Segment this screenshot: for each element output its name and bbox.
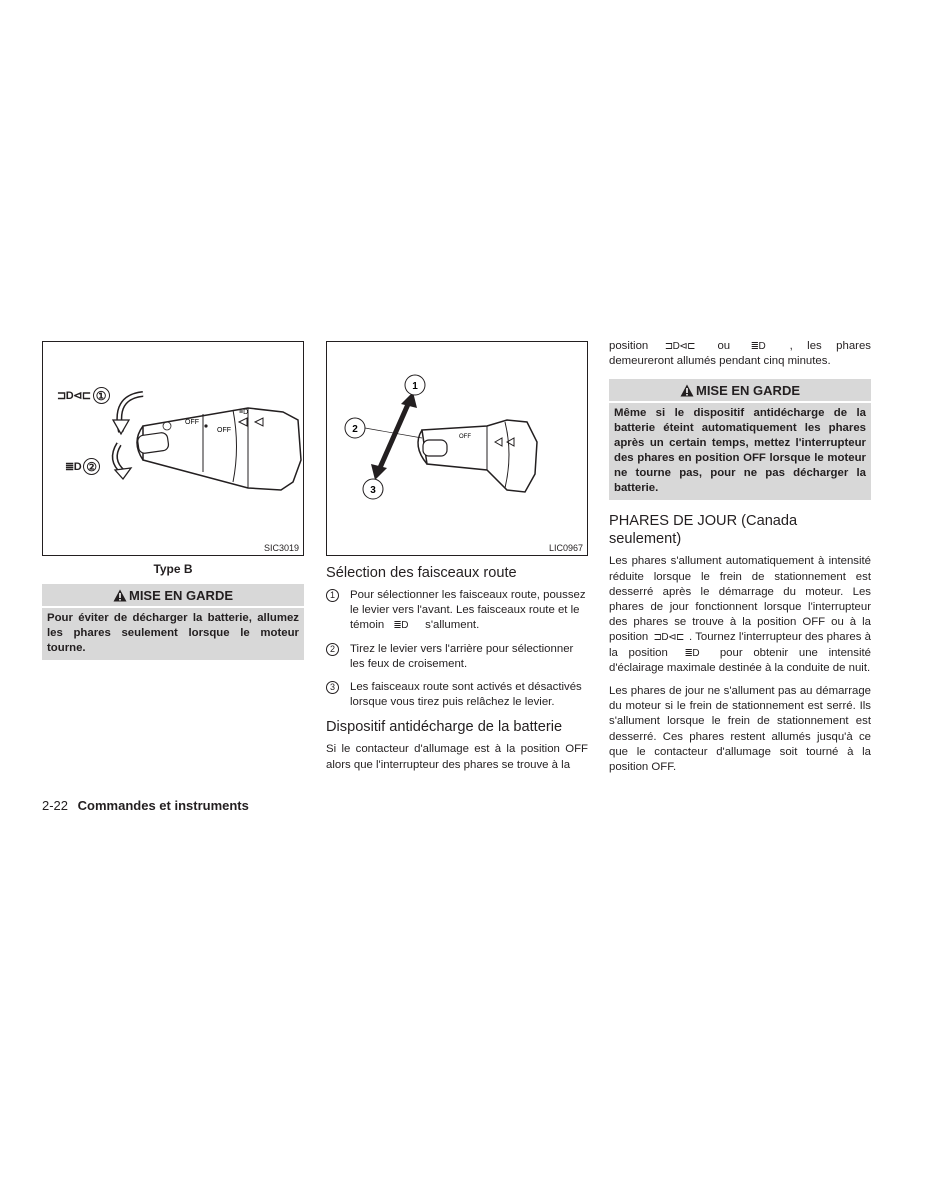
page-number: 2-22 [42, 798, 69, 813]
figure-lever-high-beam [326, 341, 588, 556]
callout-2: 2 [352, 424, 358, 435]
warning-header [609, 379, 871, 401]
warning-body: Pour éviter de décharger la batterie, allumez les phares seulement lorsque le moteur tourne. [42, 606, 304, 660]
paragraph: Les phares de jour ne s'allument pas au démarrage du moteur si le frein de stationnement est serré. Ils s'allument lorsque le frein de stationnement est desserré. Ces phares restent allumés jusqu'à ce que le contacteur d'allumage soit tourné à la position OFF. [609, 685, 871, 774]
item-text-end: s'allument. [425, 619, 480, 632]
text-fragment: position [609, 340, 649, 352]
parking-light-icon: ⊐D⊲⊏ [57, 390, 91, 402]
list-item [326, 680, 588, 710]
warning-icon [113, 589, 127, 602]
item-number: 1 [326, 589, 339, 602]
figure-caption: Type B [153, 562, 193, 576]
high-beam-indicator-icon: ≣D [393, 620, 408, 632]
item-text: Tirez le levier vers l'arrière pour sélectionner les feux de croisement. [350, 642, 574, 670]
section-title: Commandes et instruments [77, 798, 249, 813]
headlight-switch-illustration [43, 342, 305, 557]
text-fragment: , les phares demeureront allumés pendant cinq minutes. [609, 340, 871, 368]
paragraph [609, 554, 871, 676]
switch-off-label: OFF [185, 419, 199, 426]
section-heading-high-beam: Sélection des faisceaux route [326, 565, 517, 581]
text-fragment: . Tournez l'interrupteur des phares à la position [609, 631, 871, 659]
lever-illustration [327, 342, 589, 557]
item-number: 2 [326, 643, 339, 656]
item-text: Les faisceaux route sont activés et désactivés lorsque vous tirez puis relâchez le levier. [350, 681, 582, 709]
headlight-icon: ≣D [750, 341, 766, 352]
parking-light-icon: ⊐D⊲⊏ [664, 341, 696, 352]
figure-code: LIC0967 [548, 543, 583, 553]
item-text: Pour sélectionner les faisceaux route, poussez le levier vers l'avant. Les faisceaux route et le témoin [350, 589, 586, 632]
text-fragment: ou [717, 340, 731, 352]
figure-switch-type-b [42, 341, 304, 556]
paragraph: Si le contacteur d'allumage est à la position OFF alors que l'interrupteur des phares se trouve à la [326, 743, 588, 771]
svg-text:≡D: ≡D [239, 409, 249, 416]
switch-off-label-2: OFF [217, 427, 231, 434]
headlight-icon: ≣D [684, 647, 700, 659]
callout-1: 1 [412, 381, 418, 392]
warning-icon [680, 384, 694, 397]
text-fragment: Les phares s'allument automatiquement à intensité réduite lorsque le frein de stationnement est desserré après le démarrage du moteur. Les phares de jour fonctionnent lorsque l'interrupteur des phares se trouve à la position OFF ou à la position [609, 555, 871, 644]
list-item [326, 588, 588, 634]
text-fragment: pour obtenir une intensité d'éclairage maximale destinée à la conduite de nuit. [609, 646, 871, 674]
callout-3: 3 [370, 485, 376, 496]
parking-light-icon: ⊐D⊲⊏ [653, 632, 684, 644]
warning-box-1 [42, 584, 304, 660]
warning-title: MISE EN GARDE [695, 383, 800, 399]
callout-2: ② [83, 458, 100, 475]
column-1 [42, 341, 304, 660]
paragraph-continued [609, 339, 871, 369]
label-position-1 [57, 387, 110, 404]
label-position-2 [65, 458, 100, 475]
switch-off-label: OFF [459, 434, 471, 440]
section-heading-battery-saver: Dispositif antidécharge de la batterie [326, 719, 563, 736]
warning-body: Même si le dispositif antidécharge de la batterie éteint automatiquement les phares après un certain temps, mettez l'interrupteur des phares en position OFF lorsque le moteur ne tourne pas, pour ne pas décharger la batterie. [609, 401, 871, 500]
warning-box-2 [609, 379, 871, 500]
warning-header [42, 584, 304, 606]
item-number: 3 [326, 681, 339, 694]
headlight-icon: ≣D [65, 461, 82, 473]
section-heading-daytime-lights: PHARES DE JOUR (Canada seulement) [609, 513, 798, 548]
column-3 [609, 339, 871, 783]
column-2 [326, 341, 588, 781]
list-item [326, 642, 588, 672]
page-footer [42, 798, 249, 813]
figure-code: SIC3019 [263, 543, 299, 553]
callout-1: ① [93, 387, 110, 404]
warning-title: MISE EN GARDE [128, 588, 233, 603]
